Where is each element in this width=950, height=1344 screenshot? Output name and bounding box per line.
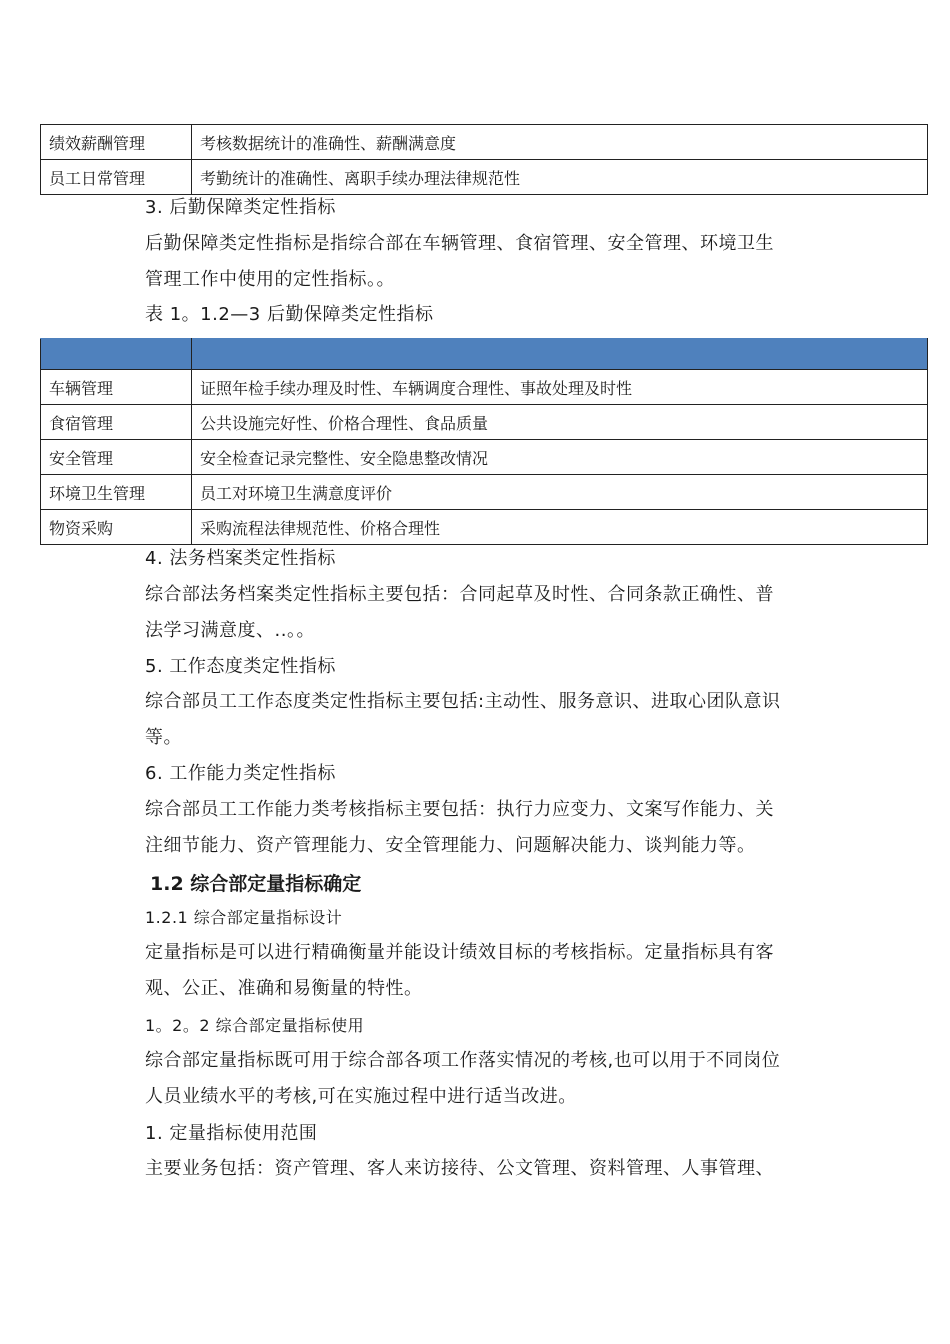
table-cell: 安全管理 xyxy=(41,440,192,475)
table-cell: 考勤统计的准确性、离职手续办理法律规范性 xyxy=(192,160,928,195)
section-3-heading: 3. 后勤保障类定性指标 xyxy=(145,197,336,218)
table-row xyxy=(41,370,928,405)
table-cell: 绩效薪酬管理 xyxy=(41,125,192,160)
table-row xyxy=(41,440,928,475)
table-row xyxy=(41,125,928,160)
table-cell: 员工日常管理 xyxy=(41,160,192,195)
table-cell: 公共设施完好性、价格合理性、食品质量 xyxy=(192,405,928,440)
section-3-paragraph-line-2: 管理工作中使用的定性指标。。 xyxy=(145,269,395,290)
section-6-paragraph-line-1: 综合部员工工作能力类考核指标主要包括：执行力应变力、文案写作能力、关 xyxy=(145,799,774,820)
table-cell: 员工对环境卫生满意度评价 xyxy=(192,475,928,510)
table-row xyxy=(41,405,928,440)
table-cell: 物资采购 xyxy=(41,510,192,545)
subsection-1-2-2-heading: 1。2。2 综合部定量指标使用 xyxy=(145,1016,365,1035)
subsection-1-2-1-heading: 1.2.1 综合部定量指标设计 xyxy=(145,908,343,927)
table-cell: 车辆管理 xyxy=(41,370,192,405)
table-header-cell xyxy=(41,339,192,370)
table-row xyxy=(41,475,928,510)
item-1-line-1: 主要业务包括：资产管理、客人来访接待、公文管理、资料管理、人事管理、 xyxy=(145,1158,774,1179)
table-caption: 表 1。1.2—3 后勤保障类定性指标 xyxy=(145,304,434,325)
section-4-paragraph-line-2: 法学习满意度、..。。 xyxy=(145,620,315,641)
table-cell: 证照年检手续办理及时性、车辆调度合理性、事故处理及时性 xyxy=(192,370,928,405)
table-cell: 安全检查记录完整性、安全隐患整改情况 xyxy=(192,440,928,475)
section-4-paragraph-line-1: 综合部法务档案类定性指标主要包括：合同起草及时性、合同条款正确性、普 xyxy=(145,584,774,605)
table-row xyxy=(41,160,928,195)
section-4-heading: 4. 法务档案类定性指标 xyxy=(145,548,336,569)
section-5-heading: 5. 工作态度类定性指标 xyxy=(145,656,336,677)
section-3-paragraph-line-1: 后勤保障类定性指标是指综合部在车辆管理、食宿管理、安全管理、环境卫生 xyxy=(145,233,774,254)
table-row xyxy=(41,510,928,545)
table-cell: 环境卫生管理 xyxy=(41,475,192,510)
table-performance-daily xyxy=(40,124,928,195)
section-5-paragraph-line-2: 等。 xyxy=(145,727,182,748)
subsection-1-2-1-line-2: 观、公正、准确和易衡量的特性。 xyxy=(145,978,423,999)
section-6-paragraph-line-2: 注细节能力、资产管理能力、安全管理能力、问题解决能力、谈判能力等。 xyxy=(145,835,756,856)
subsection-1-2-2-line-2: 人员业绩水平的考核,可在实施过程中进行适当改进。 xyxy=(145,1086,577,1107)
table-cell: 采购流程法律规范性、价格合理性 xyxy=(192,510,928,545)
subsection-1-2-2-line-1: 综合部定量指标既可用于综合部各项工作落实情况的考核,也可以用于不同岗位 xyxy=(145,1050,781,1071)
section-5-paragraph-line-1: 综合部员工工作态度类定性指标主要包括:主动性、服务意识、进取心团队意识 xyxy=(145,691,781,712)
table-logistics-indicators xyxy=(40,338,928,545)
table-header-row xyxy=(41,339,928,370)
subsection-1-2-1-line-1: 定量指标是可以进行精确衡量并能设计绩效目标的考核指标。定量指标具有客 xyxy=(145,942,774,963)
table-header-cell xyxy=(192,339,928,370)
table-cell: 考核数据统计的准确性、薪酬满意度 xyxy=(192,125,928,160)
section-6-heading: 6. 工作能力类定性指标 xyxy=(145,763,336,784)
table-cell: 食宿管理 xyxy=(41,405,192,440)
item-1-heading: 1. 定量指标使用范围 xyxy=(145,1123,318,1144)
section-1-2-heading: 1.2 综合部定量指标确定 xyxy=(150,873,362,895)
